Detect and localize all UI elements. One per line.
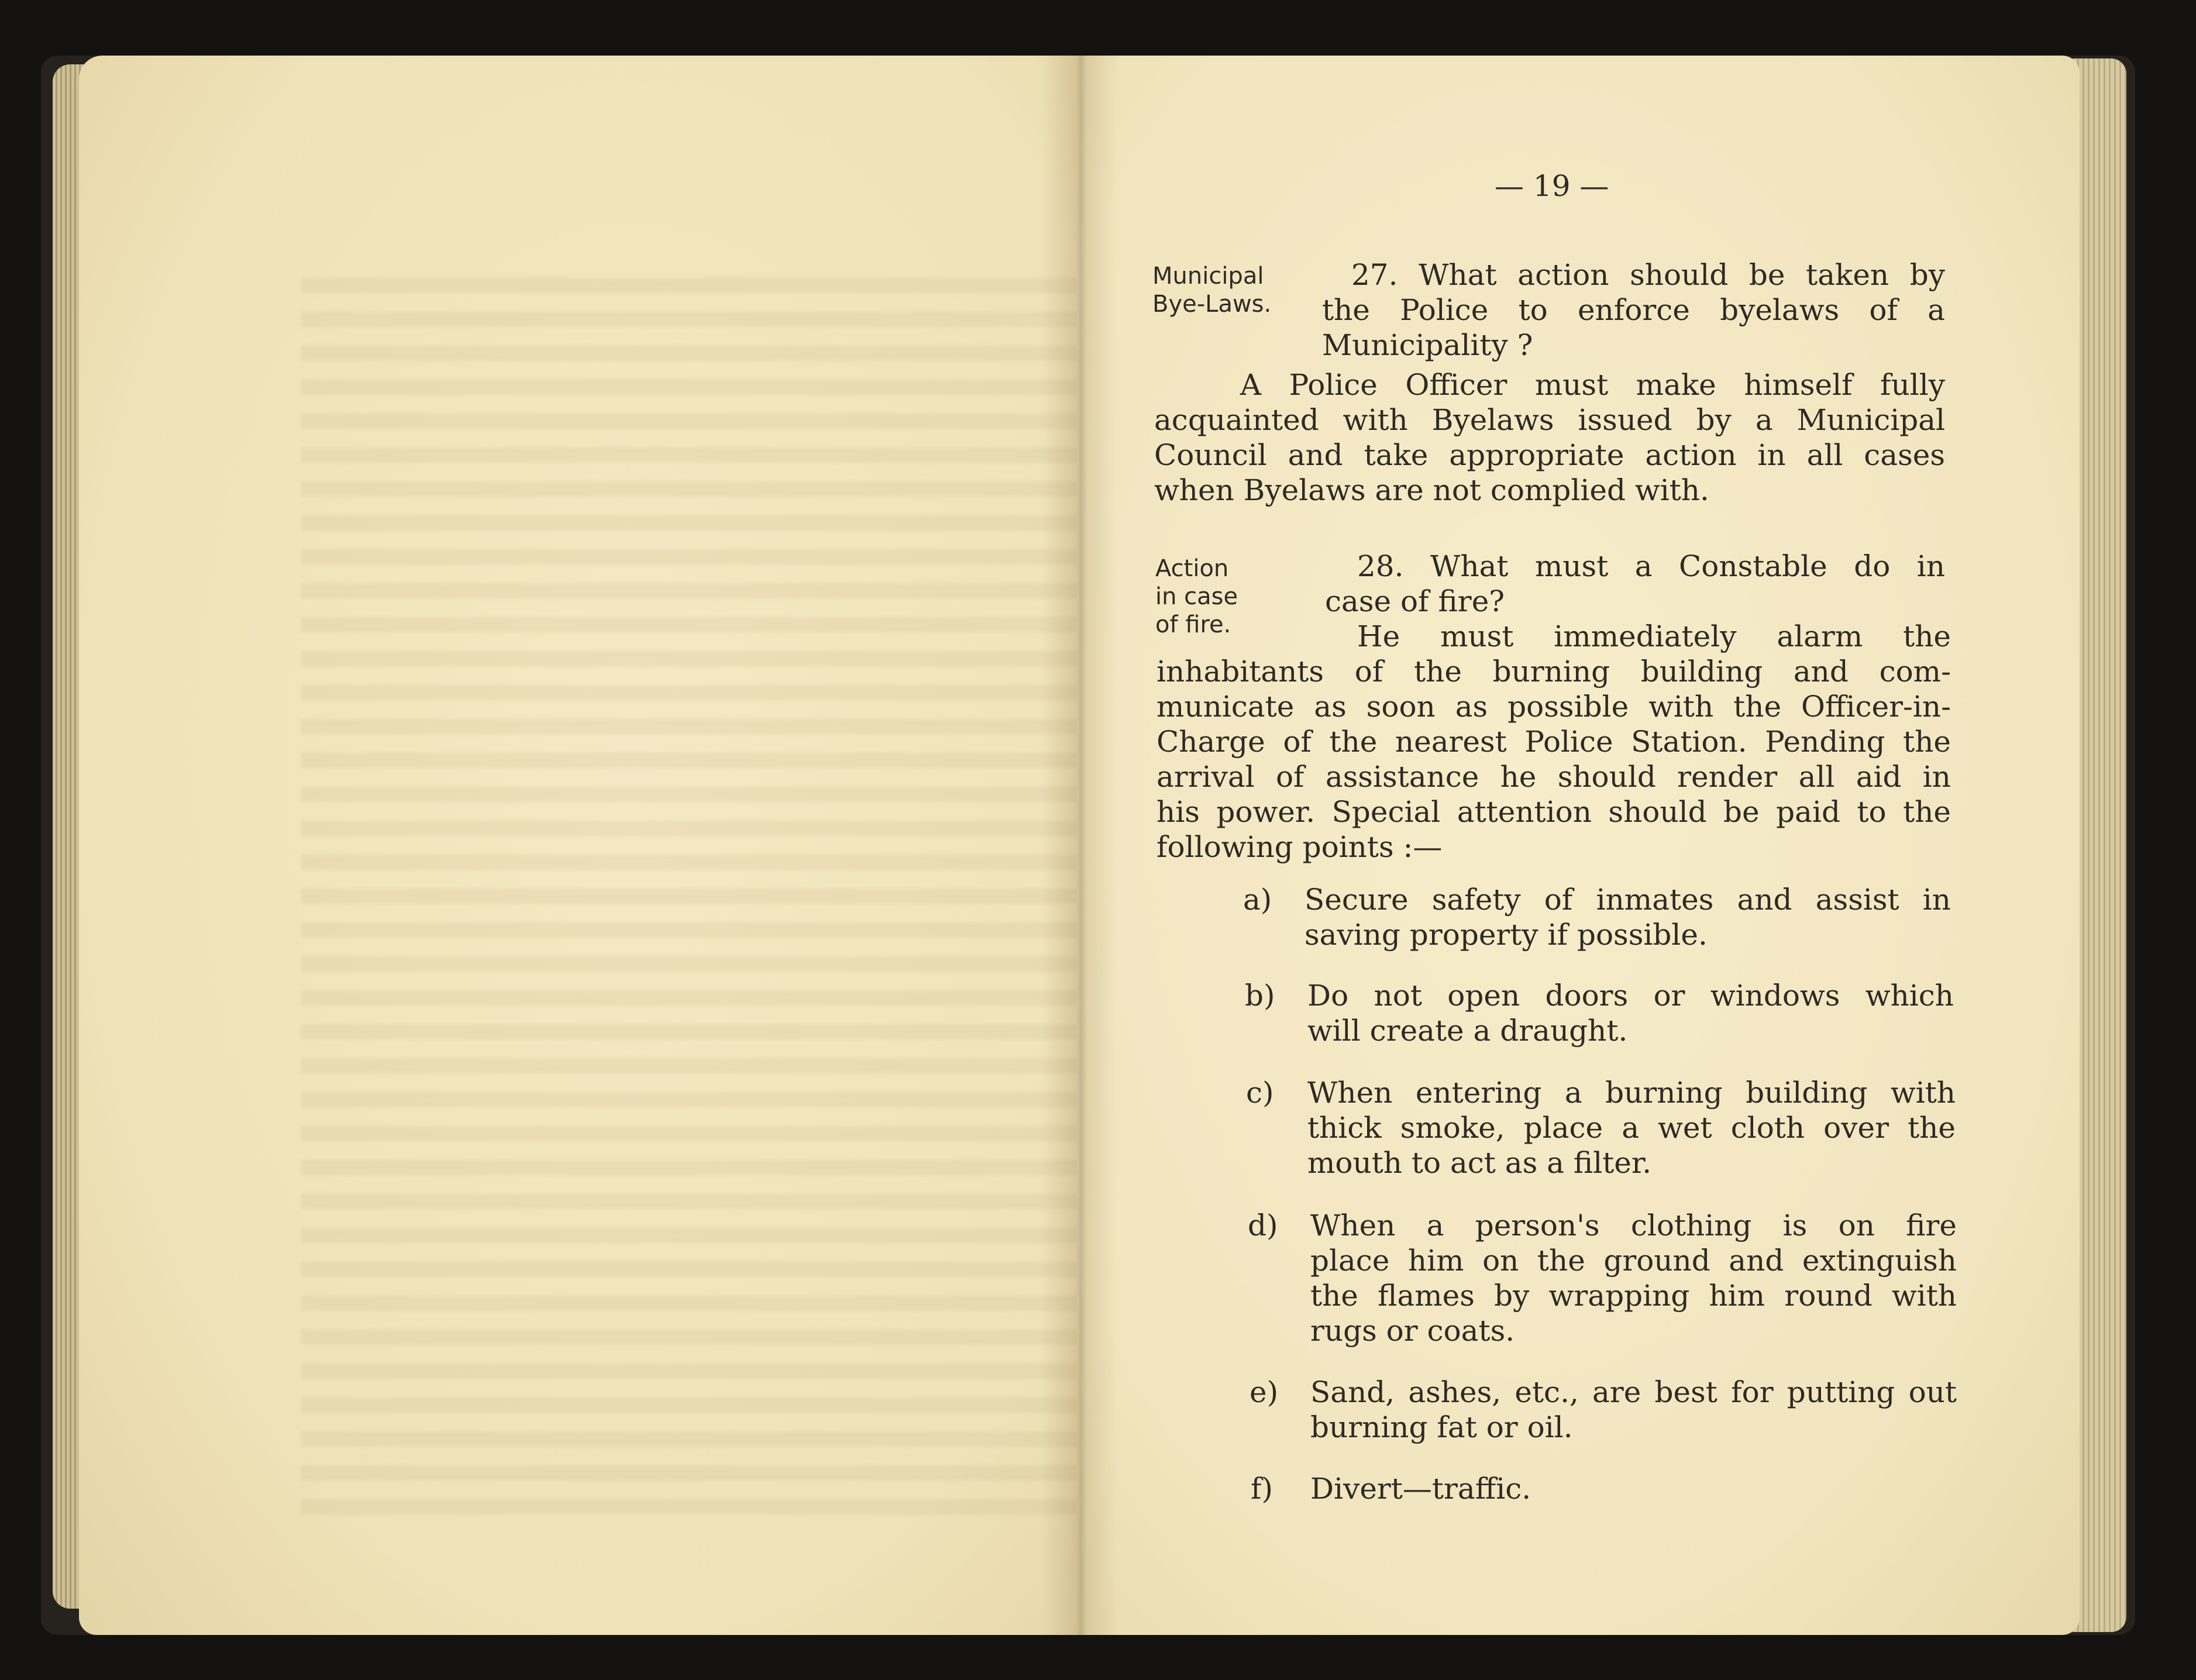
margin-label-line: Action: [1155, 555, 1229, 582]
page-number: — 19 —: [1495, 169, 1609, 203]
list-line: When entering a burning building with: [1307, 1076, 1956, 1110]
question-line: case of fire?: [1325, 584, 1505, 618]
list-marker: b): [1245, 979, 1275, 1013]
answer-line: A Police Officer must make himself fully: [1240, 368, 1945, 402]
list-line: When a person's clothing is on fire: [1310, 1209, 1957, 1242]
list-line: the flames by wrapping him round with: [1310, 1279, 1957, 1313]
answer-line: acquainted with Byelaws issued by a Municipal: [1154, 403, 1945, 437]
list-line: rugs or coats.: [1310, 1314, 1515, 1348]
list-line: thick smoke, place a wet cloth over the: [1307, 1111, 1956, 1145]
list-line: place him on the ground and extinguish: [1310, 1244, 1957, 1278]
answer-line: arrival of assistance he should render all aid in: [1156, 760, 1951, 794]
answer-line: his power. Special attention should be paid to the: [1156, 795, 1951, 829]
question-line: 27. What action should be taken by: [1351, 258, 1945, 292]
list-line: mouth to act as a filter.: [1307, 1146, 1652, 1180]
answer-line: Charge of the nearest Police Station. Pending the: [1156, 725, 1951, 759]
margin-label-line: of fire.: [1155, 611, 1231, 638]
question-line: 28. What must a Constable do in: [1357, 549, 1945, 583]
list-marker: c): [1246, 1076, 1274, 1110]
answer-line: municate as soon as possible with the Officer-in-: [1156, 690, 1951, 724]
list-line: Secure safety of inmates and assist in: [1304, 883, 1951, 917]
answer-line: following points :—: [1156, 830, 1443, 864]
list-marker: a): [1243, 883, 1272, 917]
list-marker: f): [1251, 1472, 1273, 1506]
list-line: saving property if possible.: [1304, 918, 1708, 952]
question-line: Municipality ?: [1322, 328, 1533, 362]
list-marker: e): [1250, 1375, 1279, 1409]
margin-label-line: in case: [1155, 583, 1238, 610]
answer-line: Council and take appropriate action in all cases: [1154, 438, 1945, 472]
margin-label-line: Municipal: [1152, 263, 1264, 290]
list-line: burning fat or oil.: [1310, 1410, 1573, 1444]
list-line: Divert—traffic.: [1310, 1472, 1531, 1506]
margin-label-line: Bye-Laws.: [1152, 291, 1272, 318]
question-line: the Police to enforce byelaws of a: [1322, 293, 1945, 327]
answer-line: He must immediately alarm the: [1357, 619, 1951, 653]
list-line: Sand, ashes, etc., are best for putting out: [1310, 1375, 1957, 1409]
answer-line: when Byelaws are not complied with.: [1154, 473, 1709, 507]
answer-line: inhabitants of the burning building and com-: [1156, 655, 1951, 688]
list-line: Do not open doors or windows which: [1307, 979, 1954, 1013]
list-marker: d): [1248, 1209, 1278, 1242]
list-line: will create a draught.: [1307, 1014, 1628, 1048]
